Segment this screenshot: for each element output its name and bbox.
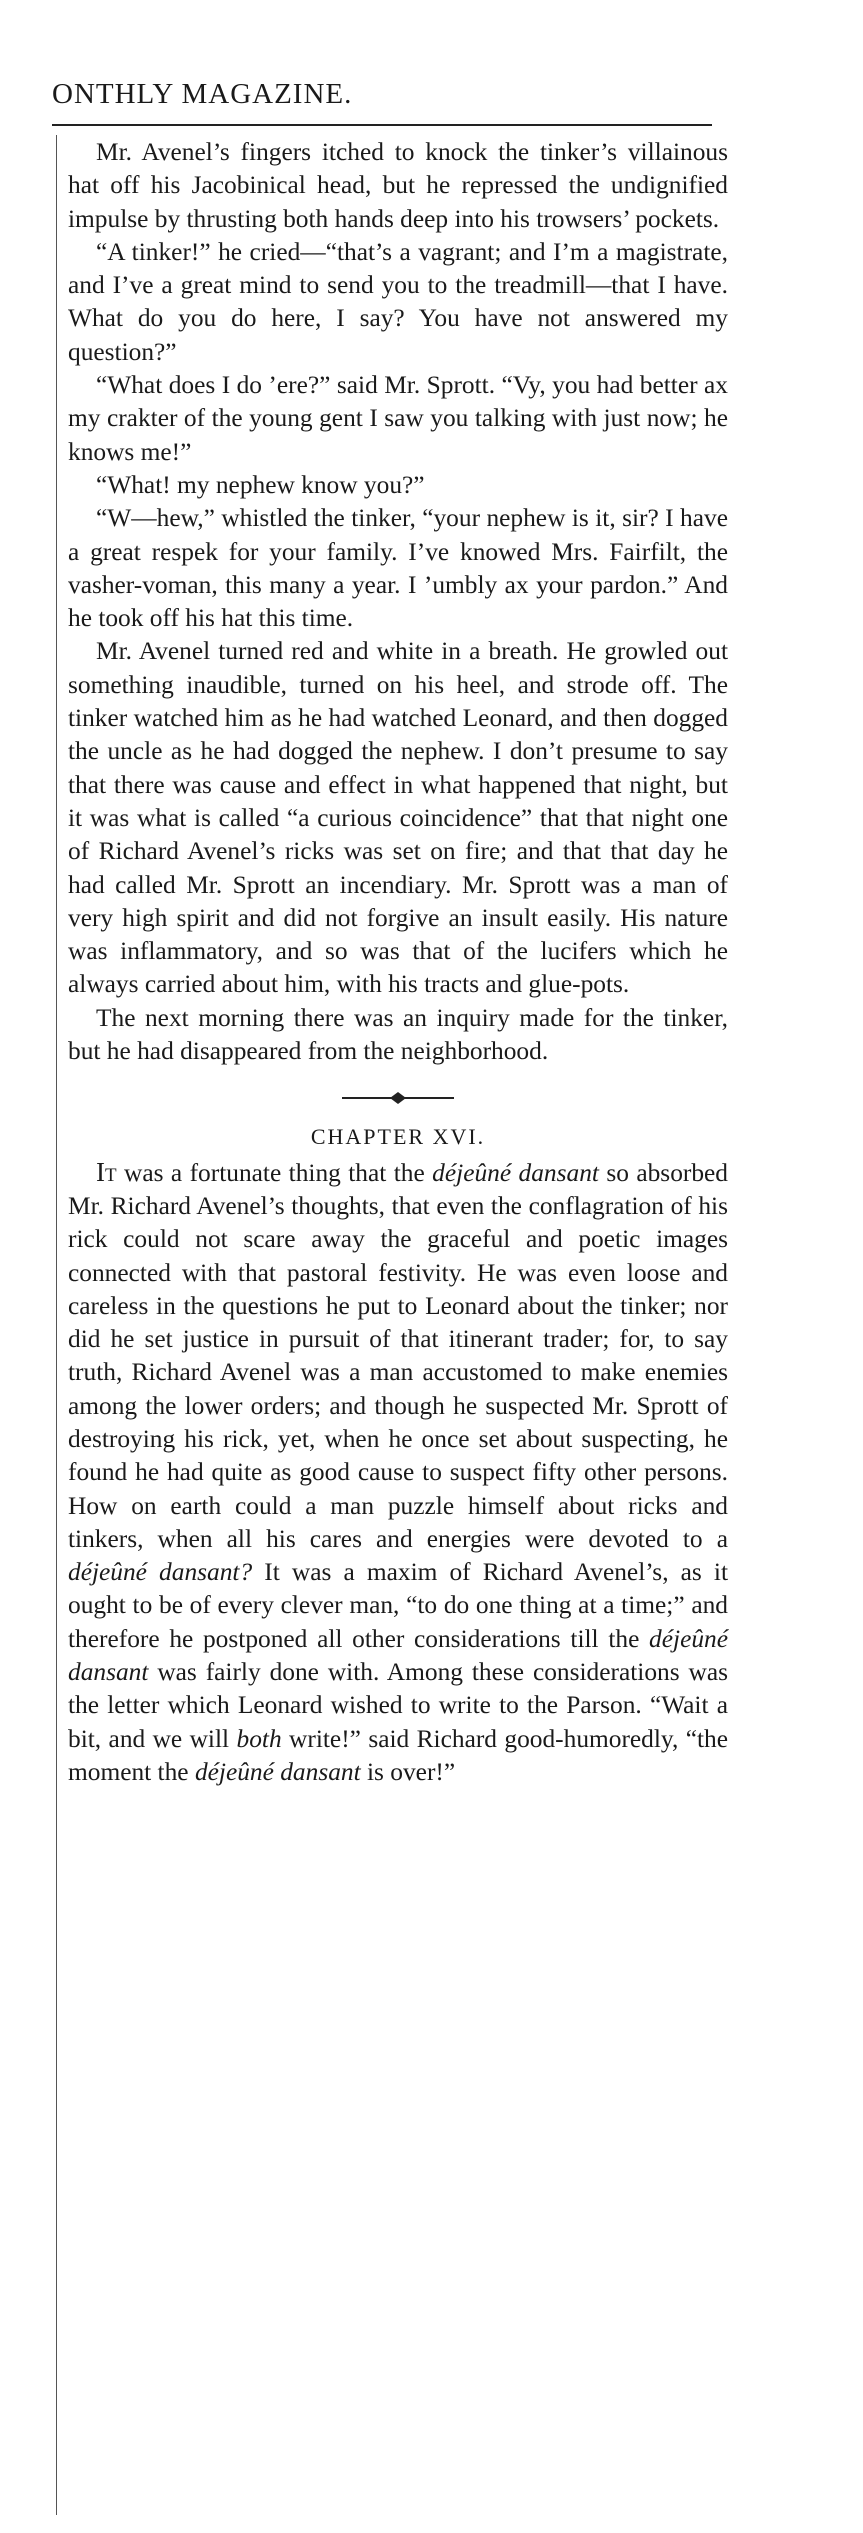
- p8-text-a: was a fortunate thing that the: [116, 1158, 433, 1187]
- ornament-rule-icon: [338, 1091, 458, 1105]
- drop-cap-word: It: [96, 1156, 117, 1187]
- p8-text-b: so absorbed Mr. Richard Avenel’s thoughts, that even the conflagration of his rick could not scare away the graceful and poetic images connected with that pastoral festivity. He was even loose and careless in the questions he put to Leonard about the tinker; nor did he set justice in pursuit of that itinerant trader; for, to say truth, Richard Avenel was a man accustomed to make enemies among the lower orders; and though he suspected Mr. Sprott of destroying his rick, yet, when he once set about suspecting, he found he had quite as good cause to suspect fifty other persons. How on earth could a man puzzle himself about ricks and tinkers, when all his cares and energies were devoted to a: [68, 1158, 729, 1553]
- paragraph-1: Mr. Avenel’s fingers itched to knock the tinker’s villainous hat off his Jacobinical head, but he repressed the undignified impulse by thrusting both hands deep into his trowsers’ pockets.: [68, 138, 728, 233]
- p8-text-e: write!” said Richard good-humoredly, “the moment the: [68, 1724, 729, 1786]
- header-rule: [52, 124, 712, 126]
- paragraph-4: “What! my nephew know you?”: [96, 470, 425, 499]
- p8-text-f: is over!”: [360, 1757, 456, 1786]
- p8-dejeune-1: déjeûné dansant: [432, 1158, 599, 1187]
- paragraph-2: “A tinker!” he cried—“that’s a vagrant; and I’m a magistrate, and I’ve a great mind to send you to the treadmill—that I have. What do you do here, I say? You have not answered my question?”: [68, 237, 728, 366]
- p8-text-c: It was a maxim of Richard Avenel’s, as it ought to be of every clever man, “to do one thing at a time;” and therefore he postponed all other considerations till the: [68, 1558, 729, 1653]
- p8-dejeune-4: déjeûné dansant: [194, 1757, 361, 1786]
- running-head: ONTHLY MAGAZINE.: [52, 78, 353, 110]
- paragraph-5: “W—hew,” whistled the tinker, “your nephew is it, sir? I have a great respek for your family. I’ve knowed Mrs. Fairfilt, the vasher-voman, this many a year. I ’umbly ax your pardon.” And he took off his hat this time.: [68, 504, 728, 633]
- chapter-heading: CHAPTER XVI.: [310, 1124, 486, 1150]
- section-ornament: [68, 1080, 728, 1116]
- paragraph-7: The next morning there was an inquiry made for the tinker, but he had disappeared from the neighborhood.: [68, 1003, 728, 1066]
- column-rule: [56, 135, 57, 2515]
- paragraph-3: “What does I do ’ere?” said Mr. Sprott. “Vy, you had better ax my crakter of the young gent I saw you talking with just now; he knows me!”: [68, 371, 728, 466]
- p8-dejeune-3: déjeûné dansant: [68, 1624, 728, 1687]
- paragraph-8: [68, 1156, 728, 1790]
- paragraph-6: Mr. Avenel turned red and white in a breath. He growled out something inaudible, turned on his heel, and strode off. The tinker watched him as he had watched Leonard, and then dogged the uncle as he had dogged the nephew. I don’t presume to say that there was cause and effect in what happened that night, but it was what is called “a curious coincidence” that that night one of Richard Avenel’s ricks was set on fire; and that that day he had called Mr. Sprott an incendiary. Mr. Sprott was a man of very high spirit and did not forgive an insult easily. His nature was inflammatory, and so was that of the lucifers which he always carried about him, with his tracts and glue-pots.: [68, 637, 728, 999]
- p8-both: both: [236, 1724, 282, 1753]
- p8-dejeune-2: déjeûné dansant?: [68, 1558, 253, 1587]
- p8-text-d: was fairly done with. Among these considerations was the letter which Leonard wished to write to the Parson. “Wait a bit, and we will: [68, 1658, 728, 1753]
- article-text: [68, 136, 728, 1789]
